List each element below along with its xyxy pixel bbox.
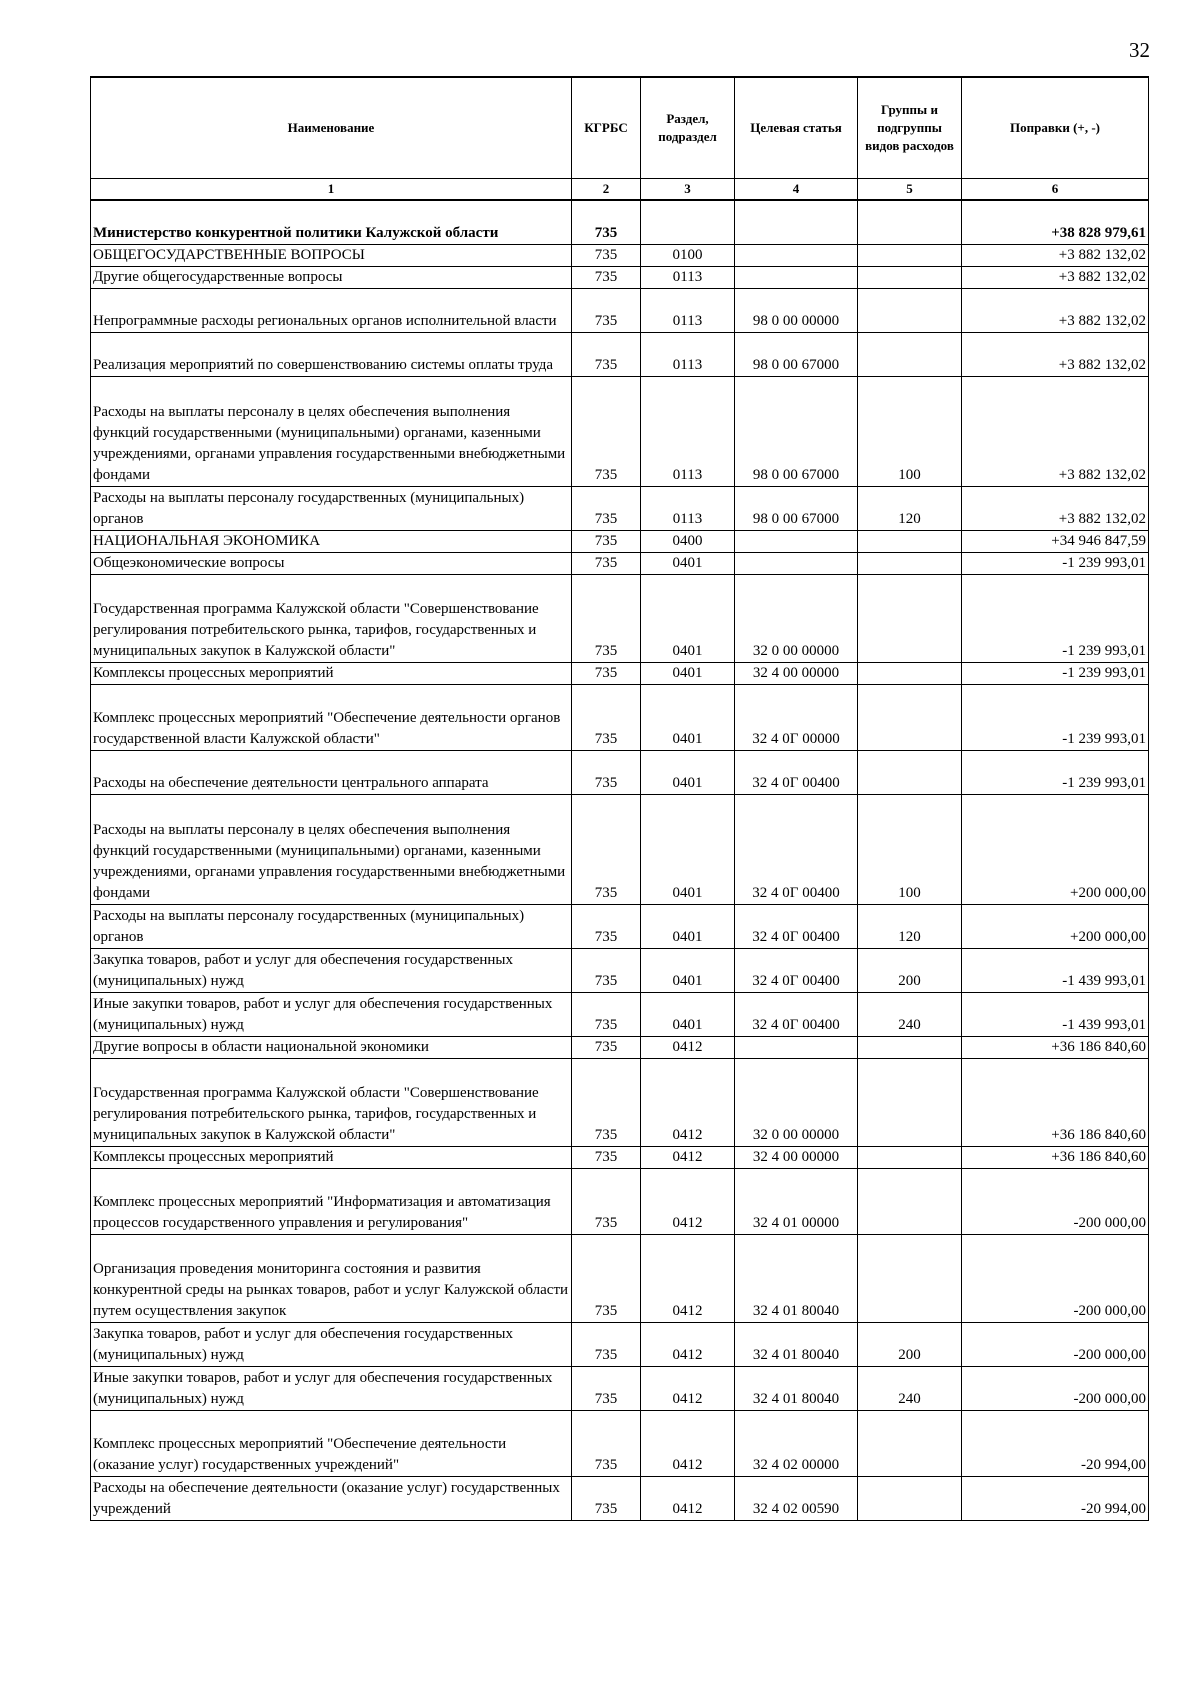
row-target-article: 32 4 02 00000 <box>735 1410 858 1476</box>
column-number: 5 <box>858 179 962 201</box>
row-amount: -200 000,00 <box>962 1322 1149 1366</box>
row-name: Государственная программа Калужской области "Совершенствование регулирования потребительского рынка, тарифов, государственных и муниципальных закупок в Калужской области" <box>91 574 572 662</box>
row-name: Реализация мероприятий по совершенствованию системы оплаты труда <box>91 332 572 376</box>
row-kgrbs: 735 <box>572 1168 641 1234</box>
row-kgrbs: 735 <box>572 662 641 684</box>
row-expense-group <box>858 244 962 266</box>
row-target-article <box>735 244 858 266</box>
table-row <box>91 750 1149 794</box>
row-name: Комплекс процессных мероприятий "Информатизация и автоматизация процессов государственного управления и регулирования" <box>91 1168 572 1234</box>
table-row <box>91 1168 1149 1234</box>
header-row <box>91 77 1149 179</box>
table-row <box>91 904 1149 948</box>
row-razdel: 0401 <box>641 684 735 750</box>
row-amount: -1 239 993,01 <box>962 552 1149 574</box>
row-razdel: 0412 <box>641 1476 735 1520</box>
row-amount: +36 186 840,60 <box>962 1058 1149 1146</box>
row-expense-group <box>858 552 962 574</box>
row-kgrbs: 735 <box>572 684 641 750</box>
row-kgrbs: 735 <box>572 1322 641 1366</box>
row-kgrbs: 735 <box>572 1476 641 1520</box>
row-expense-group <box>858 574 962 662</box>
row-expense-group: 240 <box>858 1366 962 1410</box>
row-razdel: 0100 <box>641 244 735 266</box>
column-number: 3 <box>641 179 735 201</box>
row-amount: +3 882 132,02 <box>962 486 1149 530</box>
row-razdel: 0113 <box>641 486 735 530</box>
row-name: Другие общегосударственные вопросы <box>91 266 572 288</box>
row-name: Другие вопросы в области национальной экономики <box>91 1036 572 1058</box>
row-kgrbs: 735 <box>572 486 641 530</box>
column-number: 2 <box>572 179 641 201</box>
row-razdel: 0412 <box>641 1168 735 1234</box>
row-name: Иные закупки товаров, работ и услуг для обеспечения государственных (муниципальных) нужд <box>91 992 572 1036</box>
table-row <box>91 1322 1149 1366</box>
row-razdel: 0401 <box>641 574 735 662</box>
row-expense-group <box>858 750 962 794</box>
row-target-article <box>735 200 858 244</box>
row-razdel: 0412 <box>641 1146 735 1168</box>
row-name: Общеэкономические вопросы <box>91 552 572 574</box>
row-name: Комплекс процессных мероприятий "Обеспечение деятельности органов государственной власти Калужской области" <box>91 684 572 750</box>
row-razdel: 0401 <box>641 904 735 948</box>
row-amount: +38 828 979,61 <box>962 200 1149 244</box>
column-number: 1 <box>91 179 572 201</box>
row-razdel: 0113 <box>641 266 735 288</box>
table-row <box>91 1410 1149 1476</box>
row-name: Расходы на выплаты персоналу государственных (муниципальных) органов <box>91 904 572 948</box>
budget-amendments-table <box>90 76 1149 1521</box>
row-name: Комплекс процессных мероприятий "Обеспечение деятельности (оказание услуг) государственных учреждений" <box>91 1410 572 1476</box>
row-name: Организация проведения мониторинга состояния и развития конкурентной среды на рынках товаров, работ и услуг Калужской области путем осуществления закупок <box>91 1234 572 1322</box>
table-row <box>91 574 1149 662</box>
header-amendments: Поправки (+, -) <box>962 77 1149 179</box>
row-amount: +36 186 840,60 <box>962 1146 1149 1168</box>
row-expense-group: 240 <box>858 992 962 1036</box>
row-amount: -1 239 993,01 <box>962 750 1149 794</box>
header-target-article: Целевая статья <box>735 77 858 179</box>
table-row <box>91 332 1149 376</box>
row-target-article <box>735 266 858 288</box>
row-kgrbs: 735 <box>572 1410 641 1476</box>
row-razdel: 0401 <box>641 794 735 904</box>
row-target-article <box>735 530 858 552</box>
table-row <box>91 530 1149 552</box>
row-kgrbs: 735 <box>572 948 641 992</box>
row-target-article: 32 4 0Г 00400 <box>735 750 858 794</box>
row-razdel: 0401 <box>641 992 735 1036</box>
row-target-article: 32 4 0Г 00400 <box>735 948 858 992</box>
row-expense-group <box>858 1058 962 1146</box>
row-razdel: 0412 <box>641 1058 735 1146</box>
row-expense-group <box>858 1234 962 1322</box>
row-amount: -1 439 993,01 <box>962 948 1149 992</box>
row-amount: -200 000,00 <box>962 1168 1149 1234</box>
row-razdel: 0412 <box>641 1036 735 1058</box>
row-kgrbs: 735 <box>572 794 641 904</box>
table-row <box>91 684 1149 750</box>
row-name: Расходы на выплаты персоналу в целях обеспечения выполнения функций государственными (муниципальными) органами, казенными учреждениями, органами управления государственными внебюджетными фондами <box>91 376 572 486</box>
row-razdel: 0401 <box>641 948 735 992</box>
row-name: НАЦИОНАЛЬНАЯ ЭКОНОМИКА <box>91 530 572 552</box>
row-kgrbs: 735 <box>572 992 641 1036</box>
row-razdel: 0401 <box>641 750 735 794</box>
row-expense-group <box>858 1146 962 1168</box>
table-row <box>91 200 1149 244</box>
table-row <box>91 948 1149 992</box>
row-target-article: 32 0 00 00000 <box>735 1058 858 1146</box>
row-razdel: 0113 <box>641 288 735 332</box>
row-amount: +200 000,00 <box>962 904 1149 948</box>
row-name: Государственная программа Калужской области "Совершенствование регулирования потребительского рынка, тарифов, государственных и муниципальных закупок в Калужской области" <box>91 1058 572 1146</box>
row-kgrbs: 735 <box>572 288 641 332</box>
row-name: Министерство конкурентной политики Калужской области <box>91 200 572 244</box>
row-target-article: 32 0 00 00000 <box>735 574 858 662</box>
table-row <box>91 1036 1149 1058</box>
page-number: 32 <box>1129 38 1150 62</box>
header-name: Наименование <box>91 77 572 179</box>
row-expense-group <box>858 200 962 244</box>
row-kgrbs: 735 <box>572 332 641 376</box>
table-row <box>91 376 1149 486</box>
row-expense-group: 200 <box>858 948 962 992</box>
row-amount: -1 239 993,01 <box>962 684 1149 750</box>
row-target-article: 32 4 00 00000 <box>735 1146 858 1168</box>
row-target-article: 32 4 01 80040 <box>735 1322 858 1366</box>
row-amount: -20 994,00 <box>962 1476 1149 1520</box>
row-kgrbs: 735 <box>572 266 641 288</box>
table-row <box>91 244 1149 266</box>
table-row <box>91 794 1149 904</box>
row-razdel <box>641 200 735 244</box>
row-expense-group: 100 <box>858 794 962 904</box>
row-name: ОБЩЕГОСУДАРСТВЕННЫЕ ВОПРОСЫ <box>91 244 572 266</box>
row-kgrbs: 735 <box>572 1146 641 1168</box>
row-expense-group: 100 <box>858 376 962 486</box>
row-razdel: 0412 <box>641 1366 735 1410</box>
row-name: Закупка товаров, работ и услуг для обеспечения государственных (муниципальных) нужд <box>91 1322 572 1366</box>
row-name: Расходы на выплаты персоналу государственных (муниципальных) органов <box>91 486 572 530</box>
table-row <box>91 288 1149 332</box>
row-name: Расходы на обеспечение деятельности центрального аппарата <box>91 750 572 794</box>
column-number: 4 <box>735 179 858 201</box>
row-name: Комплексы процессных мероприятий <box>91 662 572 684</box>
row-razdel: 0401 <box>641 552 735 574</box>
row-razdel: 0412 <box>641 1410 735 1476</box>
row-expense-group <box>858 1036 962 1058</box>
row-kgrbs: 735 <box>572 376 641 486</box>
row-target-article: 98 0 00 67000 <box>735 376 858 486</box>
row-target-article: 32 4 0Г 00000 <box>735 684 858 750</box>
row-name: Расходы на выплаты персоналу в целях обеспечения выполнения функций государственными (муниципальными) органами, казенными учреждениями, органами управления государственными внебюджетными фондами <box>91 794 572 904</box>
row-amount: -1 239 993,01 <box>962 574 1149 662</box>
row-expense-group <box>858 288 962 332</box>
row-expense-group <box>858 1410 962 1476</box>
row-target-article: 32 4 01 80040 <box>735 1234 858 1322</box>
row-amount: +3 882 132,02 <box>962 332 1149 376</box>
table-row <box>91 992 1149 1036</box>
row-expense-group <box>858 266 962 288</box>
row-amount: +200 000,00 <box>962 794 1149 904</box>
row-razdel: 0412 <box>641 1322 735 1366</box>
row-target-article: 32 4 0Г 00400 <box>735 794 858 904</box>
table-row <box>91 266 1149 288</box>
row-razdel: 0113 <box>641 332 735 376</box>
row-kgrbs: 735 <box>572 530 641 552</box>
row-name: Непрограммные расходы региональных органов исполнительной власти <box>91 288 572 332</box>
row-amount: -20 994,00 <box>962 1410 1149 1476</box>
row-expense-group <box>858 530 962 552</box>
row-target-article: 32 4 01 00000 <box>735 1168 858 1234</box>
row-amount: +3 882 132,02 <box>962 266 1149 288</box>
row-kgrbs: 735 <box>572 1234 641 1322</box>
table-row <box>91 1366 1149 1410</box>
row-kgrbs: 735 <box>572 244 641 266</box>
row-name: Комплексы процессных мероприятий <box>91 1146 572 1168</box>
row-kgrbs: 735 <box>572 904 641 948</box>
row-name: Иные закупки товаров, работ и услуг для обеспечения государственных (муниципальных) нужд <box>91 1366 572 1410</box>
row-kgrbs: 735 <box>572 200 641 244</box>
row-kgrbs: 735 <box>572 1058 641 1146</box>
row-razdel: 0401 <box>641 662 735 684</box>
row-kgrbs: 735 <box>572 552 641 574</box>
row-amount: +36 186 840,60 <box>962 1036 1149 1058</box>
row-amount: +3 882 132,02 <box>962 244 1149 266</box>
table-row <box>91 1234 1149 1322</box>
row-razdel: 0113 <box>641 376 735 486</box>
row-target-article: 32 4 00 00000 <box>735 662 858 684</box>
row-amount: -1 239 993,01 <box>962 662 1149 684</box>
row-expense-group: 200 <box>858 1322 962 1366</box>
row-amount: +3 882 132,02 <box>962 376 1149 486</box>
row-amount: -200 000,00 <box>962 1234 1149 1322</box>
row-kgrbs: 735 <box>572 750 641 794</box>
row-expense-group <box>858 662 962 684</box>
column-number: 6 <box>962 179 1149 201</box>
row-expense-group: 120 <box>858 486 962 530</box>
table-row <box>91 552 1149 574</box>
row-expense-group: 120 <box>858 904 962 948</box>
header-kgrbs: КГРБС <box>572 77 641 179</box>
row-target-article: 98 0 00 00000 <box>735 288 858 332</box>
row-kgrbs: 735 <box>572 574 641 662</box>
table-row <box>91 1146 1149 1168</box>
row-target-article: 32 4 0Г 00400 <box>735 992 858 1036</box>
row-kgrbs: 735 <box>572 1366 641 1410</box>
table-row <box>91 662 1149 684</box>
header-expense-groups: Группы и подгруппы видов расходов <box>858 77 962 179</box>
row-amount: -1 439 993,01 <box>962 992 1149 1036</box>
row-razdel: 0412 <box>641 1234 735 1322</box>
row-target-article: 32 4 02 00590 <box>735 1476 858 1520</box>
table-row <box>91 1476 1149 1520</box>
row-expense-group <box>858 1476 962 1520</box>
row-target-article: 98 0 00 67000 <box>735 332 858 376</box>
row-target-article: 98 0 00 67000 <box>735 486 858 530</box>
row-expense-group <box>858 684 962 750</box>
row-amount: -200 000,00 <box>962 1366 1149 1410</box>
row-target-article: 32 4 01 80040 <box>735 1366 858 1410</box>
header-razdel: Раздел, подраздел <box>641 77 735 179</box>
row-expense-group <box>858 1168 962 1234</box>
row-target-article <box>735 552 858 574</box>
row-razdel: 0400 <box>641 530 735 552</box>
row-kgrbs: 735 <box>572 1036 641 1058</box>
table-row <box>91 486 1149 530</box>
row-amount: +34 946 847,59 <box>962 530 1149 552</box>
row-amount: +3 882 132,02 <box>962 288 1149 332</box>
row-target-article: 32 4 0Г 00400 <box>735 904 858 948</box>
row-expense-group <box>858 332 962 376</box>
row-name: Закупка товаров, работ и услуг для обеспечения государственных (муниципальных) нужд <box>91 948 572 992</box>
column-numbers-row <box>91 179 1149 201</box>
table-row <box>91 1058 1149 1146</box>
row-name: Расходы на обеспечение деятельности (оказание услуг) государственных учреждений <box>91 1476 572 1520</box>
row-target-article <box>735 1036 858 1058</box>
table-body <box>91 200 1149 1520</box>
